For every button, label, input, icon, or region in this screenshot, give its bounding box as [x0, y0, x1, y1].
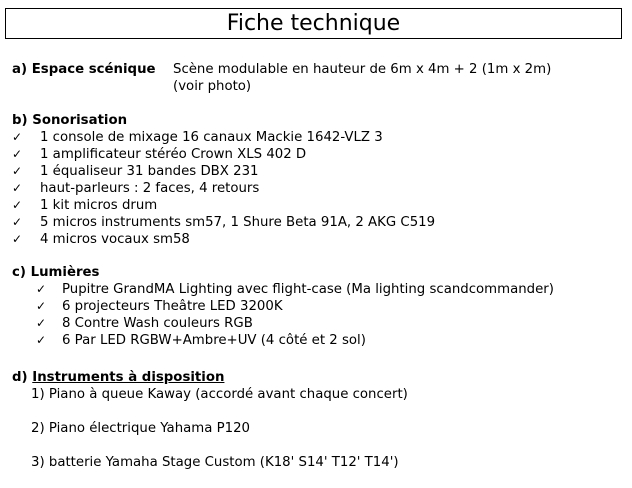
section-lumieres — [12, 264, 627, 349]
section-prefix: b) — [12, 113, 28, 128]
list-item-text: Pupitre GrandMA Lighting avec flight-case (Ma lighting scandcommander) — [62, 282, 554, 297]
check-icon: ✓ — [12, 198, 23, 212]
check-icon: ✓ — [12, 130, 23, 144]
list-item — [12, 298, 627, 315]
list-item — [12, 332, 627, 349]
list-item-text: 1 kit micros drum — [40, 198, 158, 213]
check-icon: ✓ — [12, 147, 23, 161]
section-label: Sonorisation — [32, 113, 128, 128]
list-item — [12, 281, 627, 298]
check-icon: ✓ — [36, 299, 47, 313]
page-title: Fiche technique — [5, 8, 622, 39]
list-item-text: 1 équaliseur 31 bandes DBX 231 — [40, 164, 259, 179]
list-item-text: 6 Par LED RGBW+Ambre+UV (4 côté et 2 sol) — [62, 333, 366, 348]
list-item — [12, 129, 627, 146]
section-instruments — [12, 369, 627, 471]
list-item-text: 1 console de mixage 16 canaux Mackie 1642-VLZ 3 — [40, 130, 383, 145]
section-heading — [12, 369, 627, 386]
list-item — [12, 146, 627, 163]
description-line: (voir photo) — [173, 79, 252, 94]
section-label: Lumières — [30, 265, 100, 280]
check-icon: ✓ — [36, 316, 47, 330]
list-item — [12, 315, 627, 332]
list-item — [12, 214, 627, 231]
list-item — [12, 197, 627, 214]
section-espace-scenique — [12, 61, 627, 95]
check-icon: ✓ — [12, 164, 23, 178]
check-icon: ✓ — [36, 333, 47, 347]
instrument-item: 1) Piano à queue Kaway (accordé avant chaque concert) — [31, 387, 408, 402]
lumieres-list — [12, 281, 627, 349]
instrument-item: 2) Piano électrique Yahama P120 — [31, 421, 250, 436]
section-description — [173, 61, 551, 95]
check-icon: ✓ — [12, 181, 23, 195]
check-icon: ✓ — [12, 232, 23, 246]
list-item-text: 8 Contre Wash couleurs RGB — [62, 316, 253, 331]
section-heading — [12, 61, 173, 95]
list-item-text: 6 projecteurs Theâtre LED 3200K — [62, 299, 283, 314]
check-icon: ✓ — [36, 282, 47, 296]
section-label: Instruments à disposition — [32, 370, 225, 385]
sonorisation-list — [12, 129, 627, 248]
instrument-item: 3) batterie Yamaha Stage Custom (K18' S14' T12' T14') — [31, 455, 399, 470]
list-item — [12, 180, 627, 197]
section-prefix: d) — [12, 370, 28, 385]
description-line: Scène modulable en hauteur de 6m x 4m + 2 (1m x 2m) — [173, 62, 552, 77]
section-prefix: c) — [12, 265, 26, 280]
section-heading — [12, 112, 627, 129]
section-label: Espace scénique — [31, 62, 156, 77]
list-item-text: haut-parleurs : 2 faces, 4 retours — [40, 181, 260, 196]
list-item-text: 5 micros instruments sm57, 1 Shure Beta 91A, 2 AKG C519 — [40, 215, 436, 230]
list-item-text: 1 amplificateur stéréo Crown XLS 402 D — [40, 147, 307, 162]
list-item — [12, 163, 627, 180]
check-icon: ✓ — [12, 215, 23, 229]
section-sonorisation — [12, 112, 627, 248]
section-prefix: a) — [12, 62, 28, 77]
list-item — [12, 231, 627, 248]
section-heading — [12, 264, 627, 281]
list-item-text: 4 micros vocaux sm58 — [40, 232, 190, 247]
